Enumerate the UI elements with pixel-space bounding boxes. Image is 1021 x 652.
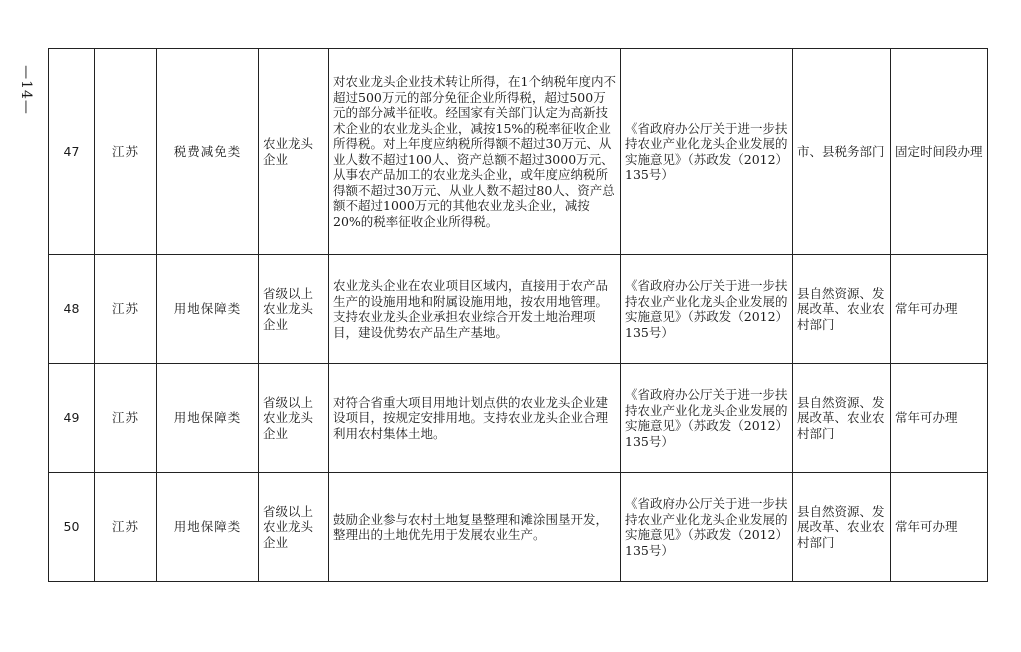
policy-table <box>48 48 988 582</box>
period-cell: 常年可办理 <box>891 255 988 364</box>
subject-cell: 农业龙头企业 <box>259 49 329 255</box>
content-cell: 农业龙头企业在农业项目区域内，直接用于农产品生产的设施用地和附属设施用地，按农用地管理。支持农业龙头企业承担农业综合开发土地治理项目，建设优势农产品生产基地。 <box>329 255 621 364</box>
province-cell: 江苏 <box>95 255 157 364</box>
subject-cell: 省级以上农业龙头企业 <box>259 364 329 473</box>
period-cell: 常年可办理 <box>891 364 988 473</box>
content-cell: 鼓励企业参与农村土地复垦整理和滩涂围垦开发，整理出的土地优先用于发展农业生产。 <box>329 473 621 582</box>
policy-basis-cell: 《省政府办公厅关于进一步扶持农业产业化龙头企业发展的实施意见》（苏政发（2012）135号） <box>621 473 793 582</box>
table-row <box>49 49 988 255</box>
category-cell: 用地保障类 <box>157 255 259 364</box>
subject-cell: 省级以上农业龙头企业 <box>259 473 329 582</box>
subject-cell: 省级以上农业龙头企业 <box>259 255 329 364</box>
page-number-text: —14— <box>18 65 35 115</box>
period-cell: 固定时间段办理 <box>891 49 988 255</box>
policy-basis-cell: 《省政府办公厅关于进一步扶持农业产业化龙头企业发展的实施意见》（苏政发（2012）135号） <box>621 364 793 473</box>
category-cell: 用地保障类 <box>157 364 259 473</box>
department-cell: 县自然资源、发展改革、农业农村部门 <box>793 364 891 473</box>
department-cell: 县自然资源、发展改革、农业农村部门 <box>793 473 891 582</box>
policy-basis-cell: 《省政府办公厅关于进一步扶持农业产业化龙头企业发展的实施意见》（苏政发（2012）135号） <box>621 255 793 364</box>
row-number: 47 <box>49 49 95 255</box>
department-cell: 县自然资源、发展改革、农业农村部门 <box>793 255 891 364</box>
department-cell: 市、县税务部门 <box>793 49 891 255</box>
row-number: 50 <box>49 473 95 582</box>
table-row <box>49 364 988 473</box>
row-number: 49 <box>49 364 95 473</box>
policy-basis-cell: 《省政府办公厅关于进一步扶持农业产业化龙头企业发展的实施意见》（苏政发（2012）135号） <box>621 49 793 255</box>
table-row <box>49 473 988 582</box>
page-number <box>6 50 46 130</box>
province-cell: 江苏 <box>95 473 157 582</box>
content-cell: 对符合省重大项目用地计划点供的农业龙头企业建设项目，按规定安排用地。支持农业龙头企业合理利用农村集体土地。 <box>329 364 621 473</box>
table-row <box>49 255 988 364</box>
row-number: 48 <box>49 255 95 364</box>
content-cell: 对农业龙头企业技术转让所得，在1个纳税年度内不超过500万元的部分免征企业所得税，超过500万元的部分减半征收。经国家有关部门认定为高新技术企业的农业龙头企业，减按15%的税率征收企业所得税。对上年度应纳税所得额不超过30万元、从业人数不超过100人、资产总额不超过3000万元、从事农产品加工的农业龙头企业，或年度应纳税所得额不超过30万元、从业人数不超过80人、资产总额不超过1000万元的其他农业龙头企业，减按20%的税率征收企业所得税。 <box>329 49 621 255</box>
category-cell: 税费减免类 <box>157 49 259 255</box>
period-cell: 常年可办理 <box>891 473 988 582</box>
province-cell: 江苏 <box>95 364 157 473</box>
province-cell: 江苏 <box>95 49 157 255</box>
category-cell: 用地保障类 <box>157 473 259 582</box>
